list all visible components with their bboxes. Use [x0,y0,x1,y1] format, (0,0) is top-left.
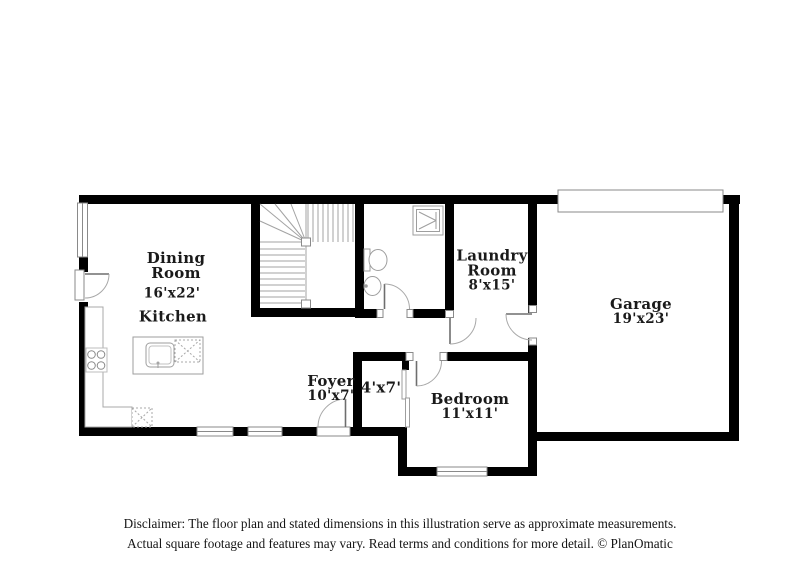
room-name-line: Room [151,264,201,282]
door-jamb [529,306,537,313]
room-dims-line: 11'x11' [441,406,499,422]
door-jamb [529,338,537,345]
toilet-bowl [369,250,387,271]
room-label-dining-room [147,251,206,281]
room-label-bedroom [431,392,510,422]
sink-faucet [365,285,368,288]
newel-post [302,238,311,246]
refrigerator-space [132,408,152,427]
side-door-sill [75,270,84,300]
burner [97,362,105,370]
walls [79,195,740,476]
wall-segment [353,352,413,361]
wall-segment [398,427,407,476]
wall-segment [528,195,537,313]
room-name-line: Room [467,261,517,280]
disclaimer-line-2: Actual square footage and features may vary. Read terms and conditions for more detail. © PlanOmatic [127,536,673,551]
room-name-line: Foyer [307,372,355,390]
disclaimer-line-1: Disclaimer: The floor plan and stated dimensions in this illustration serve as approximate measurements. [123,516,677,531]
wall-segment [355,204,364,317]
room-name-line: Kitchen [138,307,208,326]
room-dims-line: 19'x23' [612,311,670,327]
wall-segment [445,204,454,318]
bathroom-fixtures [364,206,443,296]
door-jamb [406,353,413,361]
closet-door-panel [402,370,406,399]
room-label-kitchen [138,307,208,326]
island-sink-basin [149,346,171,364]
room-name-line: Laundry [456,246,528,265]
closet-door-panel [406,398,410,427]
room-name-line: Bedroom [430,390,510,408]
bedroom-door-swing [417,361,442,386]
newel-post [302,300,311,308]
entry-door-sill [317,427,350,436]
wall-segment [528,432,739,441]
room-name-line: Garage [610,295,672,313]
wall-segment [251,204,260,317]
door-jamb [446,311,454,318]
wall-segment [528,338,537,476]
door-jamb [440,353,447,361]
wall-segment [729,195,739,441]
door-jamb [377,310,383,318]
room-name-line: Dining [146,249,206,267]
room-label-laundry-room [456,246,528,294]
burner [88,362,96,370]
island-sink-faucet [157,362,159,364]
room-dims-line: 8'x15' [468,277,516,294]
wall-segment [440,352,528,361]
burner [97,351,105,359]
wall-segment [251,308,364,317]
closet-bypass-doors [402,370,410,427]
room-dims-line: 4'x7' [360,378,402,397]
staircase [260,204,353,308]
room-dims-line: 10'x7' [307,388,355,404]
room-label-foyer [307,374,355,404]
burner [88,351,96,359]
disclaimer [0,514,800,554]
garage-entry-door-swing [506,314,532,340]
door-jamb [407,310,413,318]
dishwasher [175,340,200,362]
room-dims-dining-room [144,287,201,302]
dining-side-door-swing [85,274,109,298]
room-label-garage [610,297,672,327]
bathroom-door-swing [385,284,410,309]
wall-segment [402,361,409,370]
room-dims-line: 16'x22' [143,285,201,302]
garage-door [558,190,723,212]
laundry-door-swing [450,318,476,344]
room-label-closet [360,378,402,397]
